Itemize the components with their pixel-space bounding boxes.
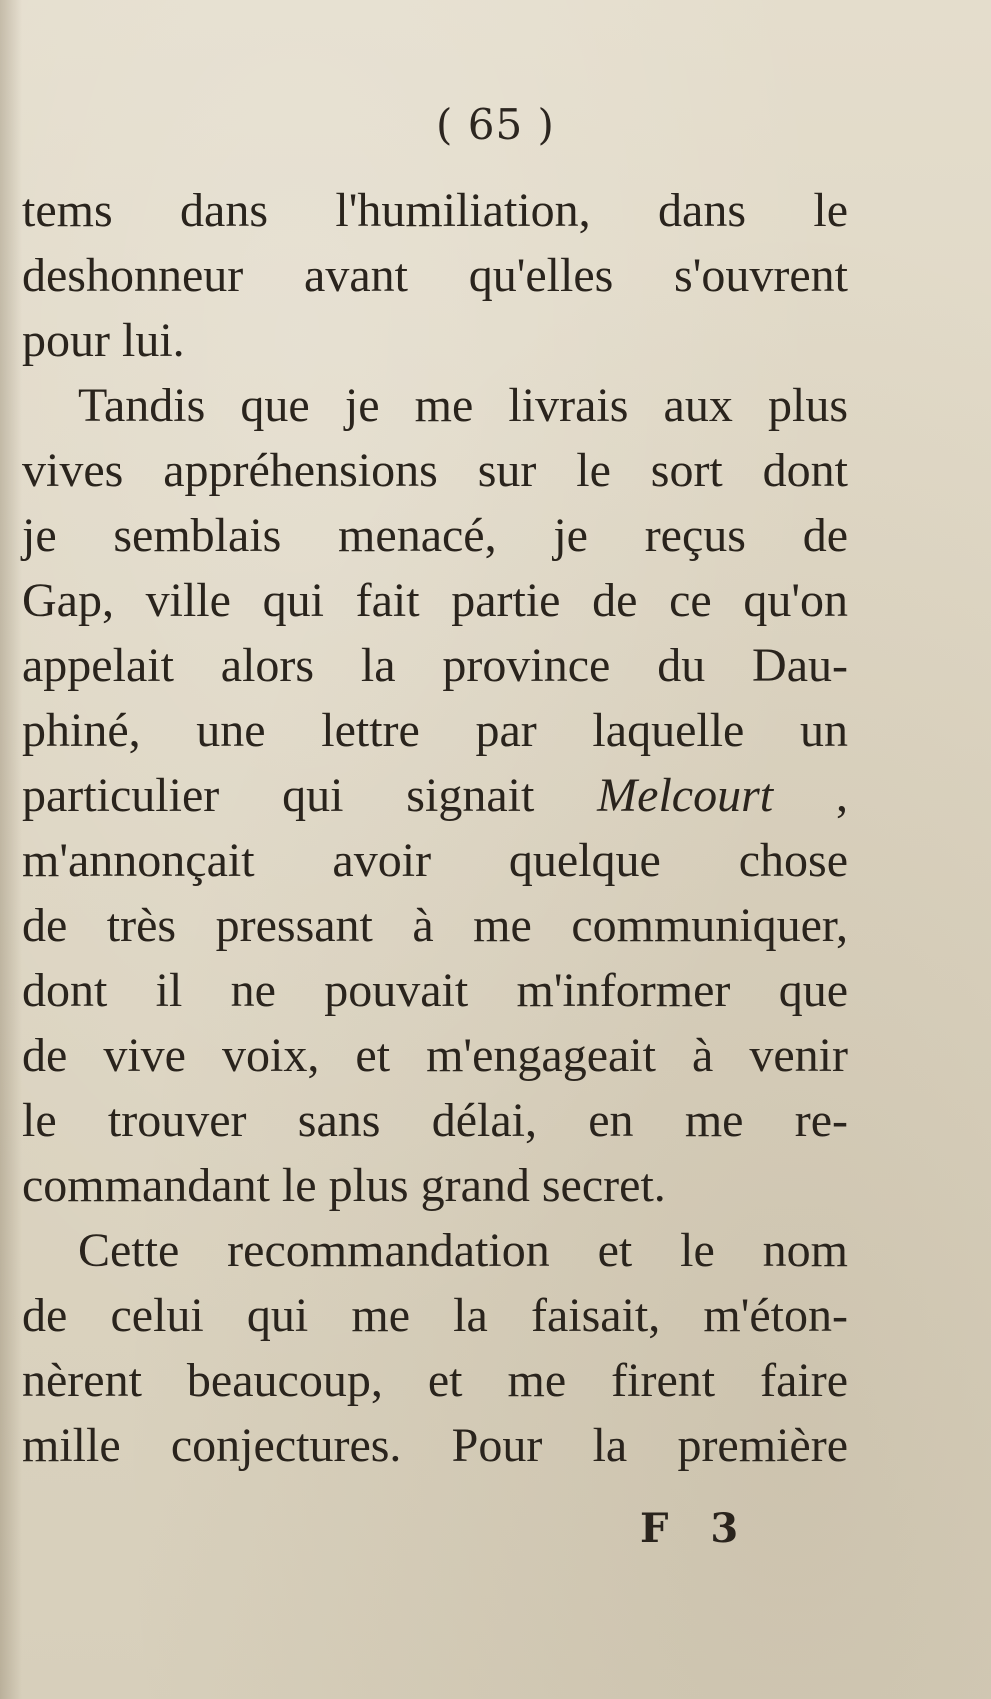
text-line: tems dans l'humiliation, dans le xyxy=(22,184,848,237)
signature-mark: F 3 xyxy=(640,1505,753,1552)
text-line: dont il ne pouvait m'informer que xyxy=(22,964,848,1017)
page-number: ( 65 ) xyxy=(436,100,555,149)
text-line: deshonneur avant qu'elles s'ouvrent xyxy=(22,249,848,302)
text-line: m'annonçait avoir quelque chose xyxy=(22,834,848,887)
text-line: le trouver sans délai, en me re- xyxy=(22,1094,848,1147)
name-melcourt: Melcourt xyxy=(597,769,774,822)
text-line xyxy=(22,763,848,828)
text-line: Gap, ville qui fait partie de ce qu'on xyxy=(22,574,848,627)
text-line: de celui qui me la faisait, m'éton- xyxy=(22,1289,848,1342)
text-line: de très pressant à me communiquer, xyxy=(22,899,848,952)
text-line: pour lui. xyxy=(22,314,185,367)
text-line: de vive voix, et m'engageait à venir xyxy=(22,1029,848,1082)
text-segment: , xyxy=(773,769,848,822)
text-line: appelait alors la province du Dau- xyxy=(22,639,848,692)
text-line: vives appréhensions sur le sort dont xyxy=(22,444,848,497)
text-line: Tandis que je me livrais aux plus xyxy=(78,379,848,432)
text-line: commandant le plus grand secret. xyxy=(22,1159,666,1212)
text-segment: particulier qui signait xyxy=(22,769,598,822)
text-line: mille conjectures. Pour la première xyxy=(22,1419,848,1472)
body-text xyxy=(22,178,848,1478)
text-line: nèrent beaucoup, et me firent faire xyxy=(22,1354,848,1407)
text-line: phiné, une lettre par laquelle un xyxy=(22,704,848,757)
text-line: je semblais menacé, je reçus de xyxy=(22,509,848,562)
text-line: Cette recommandation et le nom xyxy=(78,1224,848,1277)
